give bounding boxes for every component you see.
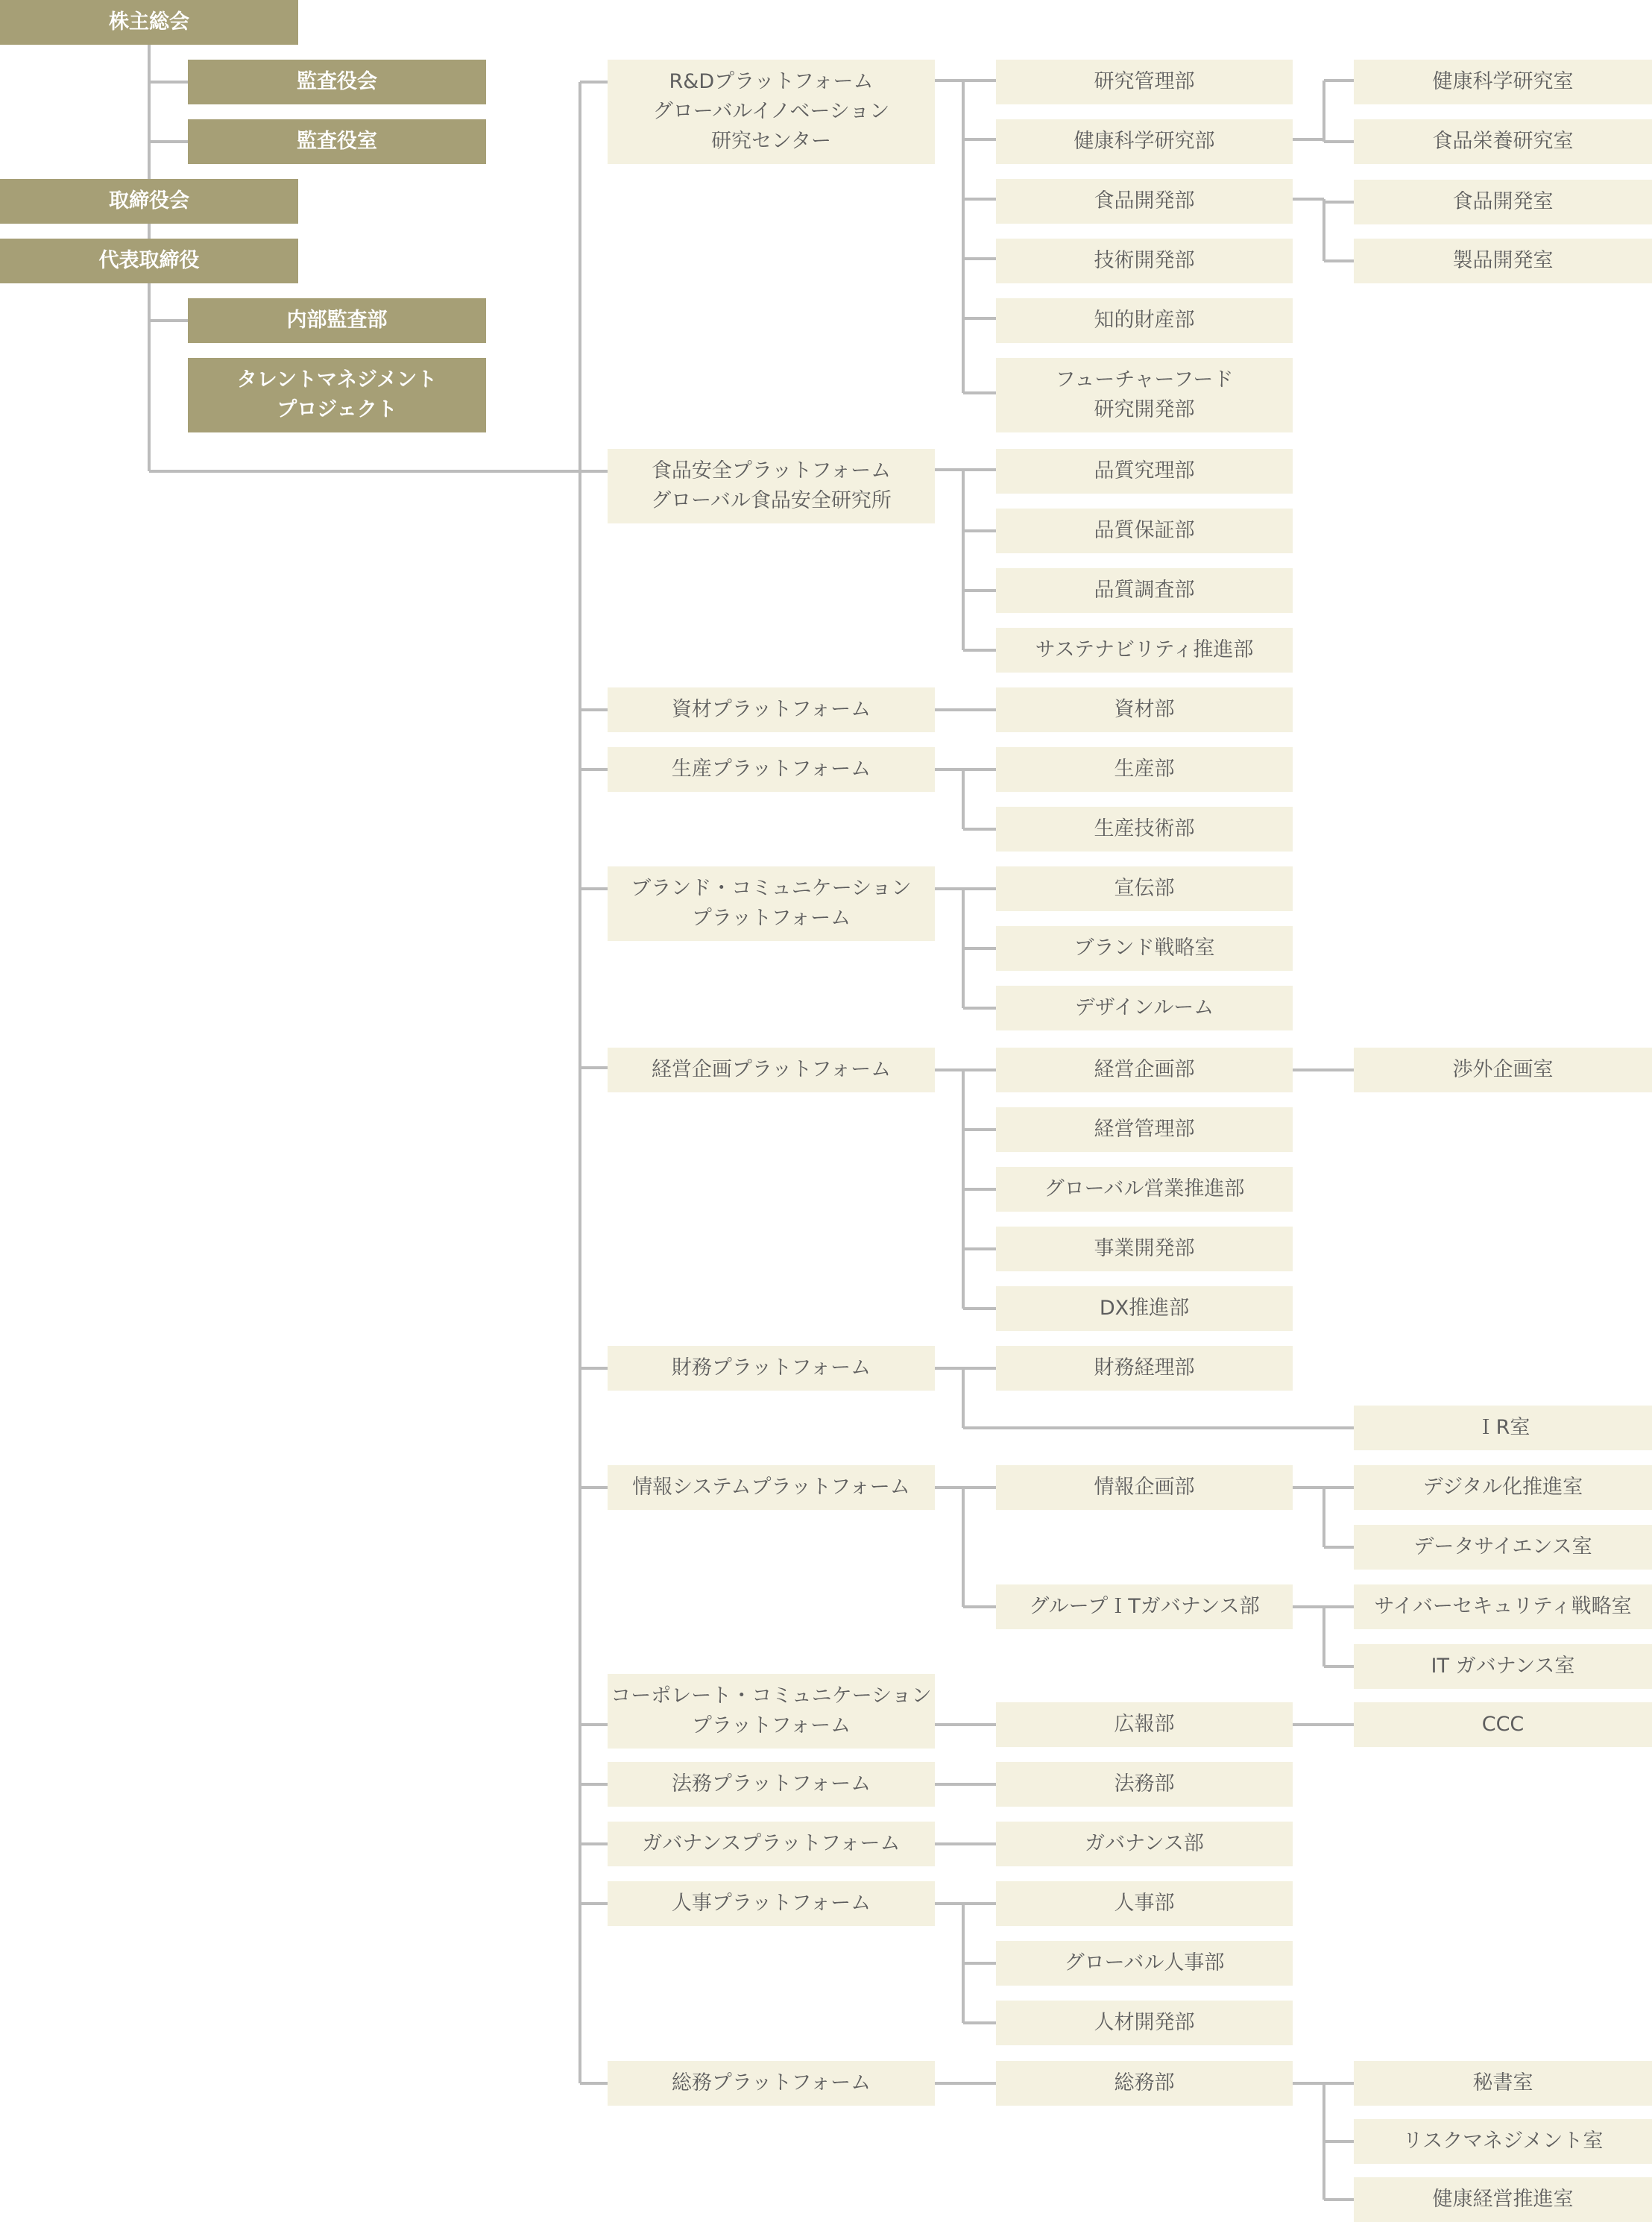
department-box [996, 1465, 1293, 1510]
box-label: 技術開発部 [1094, 249, 1195, 272]
box-label: 事業開発部 [1094, 1237, 1195, 1260]
box-label: 監査役会 [297, 70, 377, 93]
department-box [996, 60, 1293, 104]
box-label: 研究管理部 [1094, 70, 1195, 93]
box-label-line: 研究開発部 [1094, 398, 1195, 421]
box-label: リスクマネジメント室 [1402, 2130, 1604, 2153]
box-label-line: グローバル食品安全研究所 [651, 489, 892, 512]
platform-materials [608, 687, 935, 732]
box-label-line: コーポレート・コミュニケーション [611, 1684, 932, 1708]
department-box [996, 2061, 1293, 2106]
box-label-line: タレントマネジメント [236, 368, 438, 391]
department-box [996, 1941, 1293, 1986]
box-label: DX推進部 [1099, 1297, 1190, 1320]
department-box [996, 1762, 1293, 1807]
box-label: 人材開発部 [1094, 2011, 1195, 2034]
department-box [996, 866, 1293, 911]
office-box [1354, 239, 1652, 283]
box-label: 経営企画プラットフォーム [651, 1058, 892, 1081]
audit-office-box [188, 119, 486, 164]
platform-brand-communication [608, 866, 935, 941]
box-label: 秘書室 [1472, 2071, 1533, 2094]
platform-food-safety [608, 449, 935, 523]
box-label: 生産部 [1114, 758, 1175, 781]
box-label-line: フューチャーフード [1055, 368, 1234, 391]
box-label: 健康経営推進室 [1432, 2188, 1574, 2211]
box-label: 宣伝部 [1114, 877, 1175, 900]
department-box [996, 1167, 1293, 1212]
platform-corporate-planning [608, 1048, 935, 1092]
office-box [1354, 1702, 1652, 1747]
department-box [996, 119, 1293, 164]
office-box [1354, 60, 1652, 104]
box-label-line: R&Dプラットフォーム [669, 70, 874, 93]
department-box [996, 628, 1293, 673]
department-box [996, 926, 1293, 971]
platform-production [608, 747, 935, 792]
box-label: 品質保証部 [1094, 519, 1195, 542]
box-label: 製品開発室 [1452, 249, 1554, 272]
box-label: グループＩTガバナンス部 [1029, 1595, 1260, 1618]
box-label: 財務経理部 [1094, 1356, 1195, 1379]
department-box [996, 1584, 1293, 1629]
box-label: 知的財産部 [1094, 309, 1195, 332]
department-box [996, 1107, 1293, 1152]
box-label: 人事部 [1114, 1892, 1175, 1915]
box-label: 食品栄養研究室 [1432, 130, 1574, 153]
box-label: 品質究理部 [1094, 459, 1195, 482]
box-label: グローバル人事部 [1064, 1951, 1225, 1974]
box-label: 法務部 [1114, 1772, 1175, 1795]
internal-audit-box [188, 298, 486, 343]
box-label: 生産技術部 [1094, 817, 1195, 840]
box-label: 監査役室 [297, 130, 377, 153]
office-box [1354, 119, 1652, 164]
office-box [1354, 1644, 1652, 1689]
department-box [996, 1702, 1293, 1747]
office-box [1354, 1465, 1652, 1510]
platform-corporate-communication [608, 1674, 935, 1749]
department-box [996, 239, 1293, 283]
talent-management-project-box [188, 358, 486, 432]
box-label: IT ガバナンス室 [1431, 1655, 1575, 1678]
platform-rd [608, 60, 935, 164]
department-box [996, 747, 1293, 792]
department-box [996, 986, 1293, 1030]
box-label: 総務部 [1114, 2071, 1175, 2094]
box-label: ＩR室 [1475, 1416, 1530, 1439]
box-label: 渉外企画室 [1452, 1058, 1554, 1081]
box-label: 健康科学研究室 [1432, 70, 1574, 93]
box-label-line: プラットフォーム [691, 1714, 851, 1737]
box-label: データサイエンス室 [1413, 1535, 1592, 1558]
box-label-line: プラットフォーム [691, 907, 851, 930]
department-box [996, 179, 1293, 224]
office-box [1354, 1406, 1652, 1450]
box-label-line: ブランド・コミュニケーション [631, 877, 912, 900]
box-label-line: グローバルイノベーション [652, 100, 890, 123]
box-label-line: 研究センター [711, 130, 831, 153]
box-label: 品質調査部 [1094, 579, 1195, 602]
box-label: デジタル化推進室 [1422, 1476, 1583, 1499]
platform-governance [608, 1822, 935, 1866]
department-box [996, 509, 1293, 553]
department-box [996, 807, 1293, 852]
department-box [996, 1346, 1293, 1391]
box-label: 総務プラットフォーム [671, 2071, 871, 2094]
box-label: 法務プラットフォーム [671, 1772, 871, 1795]
box-label-line: プロジェクト [277, 398, 397, 421]
box-label-line: 食品安全プラットフォーム [651, 459, 892, 482]
representative-director-box [0, 239, 298, 283]
department-box [996, 1227, 1293, 1271]
department-box [996, 2001, 1293, 2045]
box-label: 経営企画部 [1094, 1058, 1195, 1081]
department-box [996, 449, 1293, 494]
department-box [996, 687, 1293, 732]
box-label: 株主総会 [109, 10, 189, 34]
department-box [996, 568, 1293, 613]
department-box [996, 1286, 1293, 1331]
platform-general-affairs [608, 2061, 935, 2106]
box-label: 経営管理部 [1094, 1118, 1195, 1141]
box-label: 情報システムプラットフォーム [632, 1476, 910, 1499]
department-box [996, 1881, 1293, 1926]
box-label: ガバナンスプラットフォーム [642, 1832, 901, 1855]
platform-finance [608, 1346, 935, 1391]
box-label: 生産プラットフォーム [671, 758, 871, 781]
office-box [1354, 1584, 1652, 1629]
department-box [996, 1048, 1293, 1092]
box-label: サステナビリティ推進部 [1035, 638, 1254, 661]
box-label: 食品開発室 [1452, 190, 1554, 213]
box-label: 内部監査部 [286, 309, 388, 332]
office-box [1354, 2119, 1652, 2164]
shareholders-meeting-box [0, 0, 298, 45]
box-label: グローバル営業推進部 [1044, 1177, 1245, 1200]
box-label: 財務プラットフォーム [671, 1356, 871, 1379]
box-label: 取締役会 [109, 189, 189, 213]
department-box [996, 298, 1293, 343]
box-label: 代表取締役 [98, 249, 200, 272]
box-label: 人事プラットフォーム [671, 1892, 871, 1915]
office-box [1354, 1525, 1652, 1570]
platform-legal [608, 1762, 935, 1807]
board-of-directors-box [0, 179, 298, 224]
box-label: 情報企画部 [1094, 1476, 1195, 1499]
box-label: 広報部 [1114, 1713, 1175, 1736]
box-label: ガバナンス部 [1085, 1832, 1204, 1855]
office-box [1354, 1048, 1652, 1092]
audit-board-box [188, 60, 486, 104]
office-box [1354, 180, 1652, 224]
box-label: デザインルーム [1074, 996, 1214, 1019]
platform-human-resources [608, 1881, 935, 1926]
platform-information-systems [608, 1465, 935, 1510]
department-box [996, 1822, 1293, 1866]
office-box [1354, 2177, 1652, 2222]
box-label: 資材部 [1114, 698, 1175, 721]
box-label: ブランド戦略室 [1074, 937, 1215, 960]
box-label: サイバーセキュリティ戦略室 [1374, 1595, 1632, 1618]
box-label: CCC [1481, 1713, 1525, 1736]
box-label: 資材プラットフォーム [671, 698, 871, 721]
box-label: 食品開発部 [1094, 189, 1195, 213]
box-label: 健康科学研究部 [1074, 130, 1215, 153]
department-box [996, 358, 1293, 432]
office-box [1354, 2061, 1652, 2106]
